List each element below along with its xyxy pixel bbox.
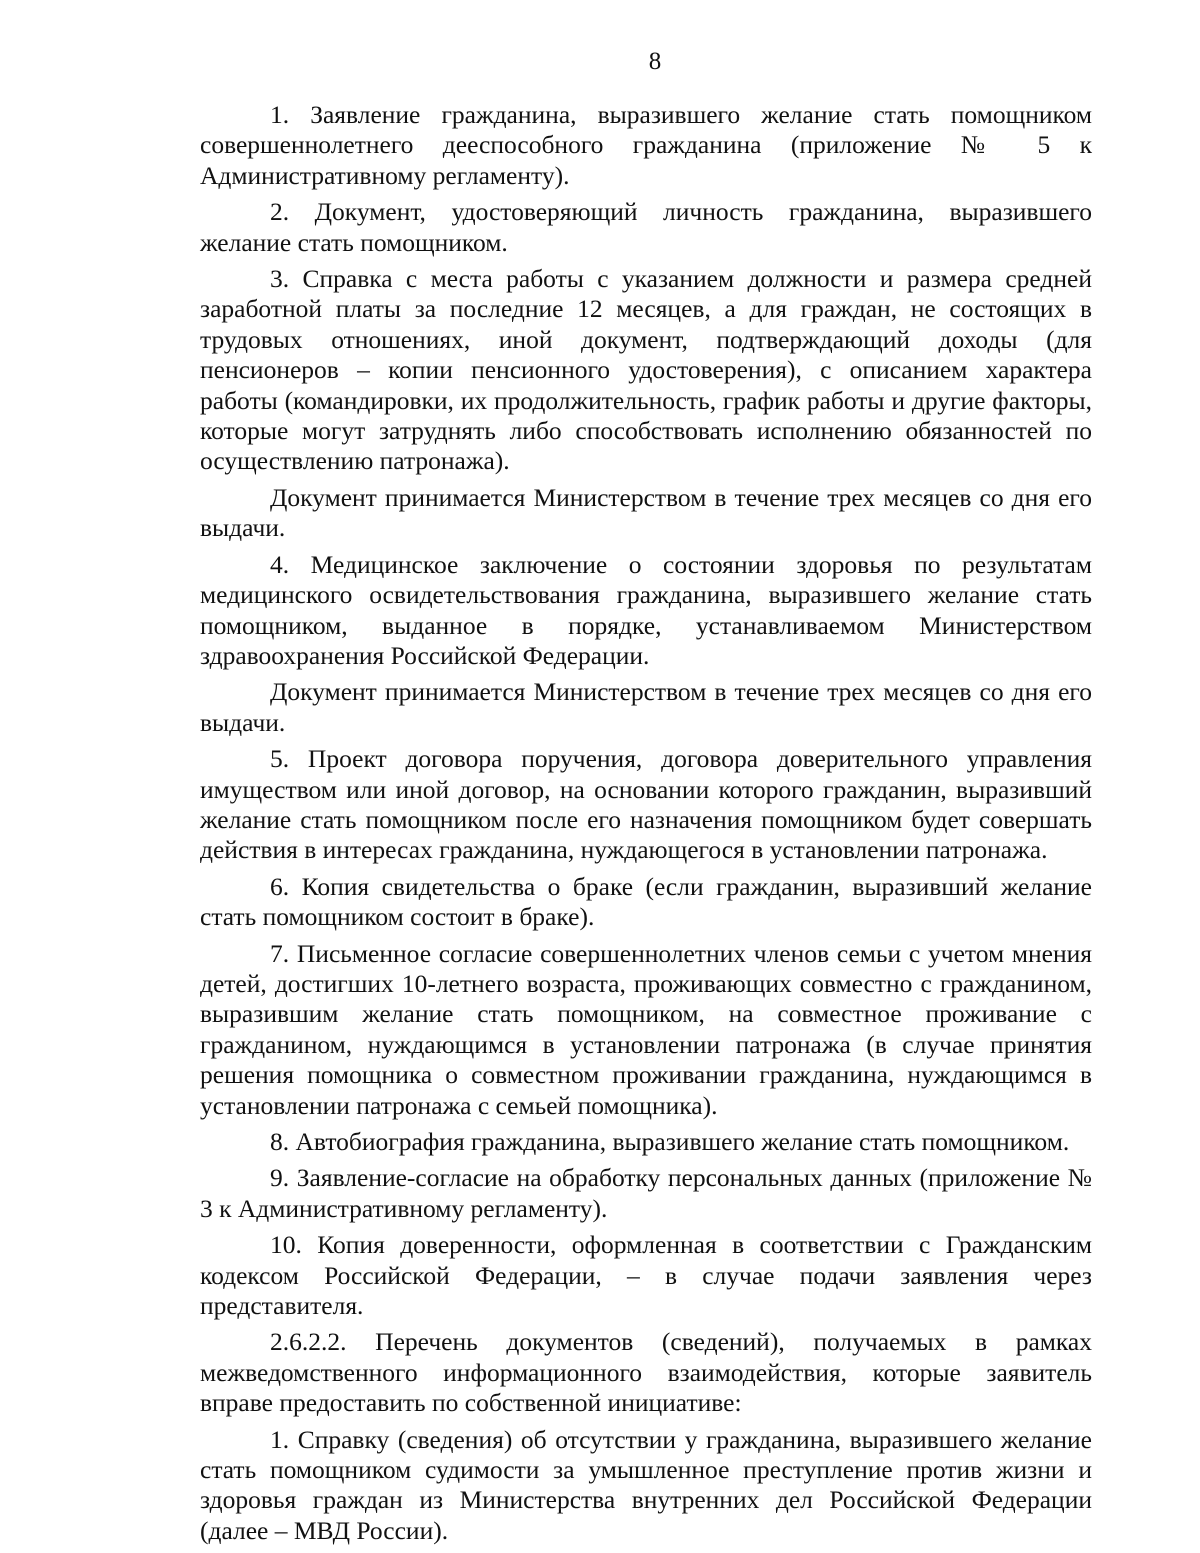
paragraph-note-validity-4: Документ принимается Министерством в течение трех месяцев со дня его выдачи. <box>200 677 1092 737</box>
paragraph-item-7-family-consent: 7. Письменное согласие совершеннолетних членов семьи с учетом мнения детей, достигших 10-летнего возраста, проживающих совместно с гражданином, выразившим желание стать помощником, на совместное проживание с гражданином, нуждающимся в установлении патронажа (в случае принятия решения помощника о совместном проживании гражданина, нуждающимся в установлении патронажа с семьей помощника). <box>200 938 1092 1120</box>
document-body <box>200 100 1092 1546</box>
paragraph-item-9-data-consent: 9. Заявление-согласие на обработку персональных данных (приложение № 3 к Административному регламенту). <box>200 1163 1092 1223</box>
paragraph-item-8-autobiography: 8. Автобиография гражданина, выразившего желание стать помощником. <box>270 1127 1070 1156</box>
page-number: 8 <box>648 48 662 75</box>
paragraph-item-5-contract-draft: 5. Проект договора поручения, договора доверительного управления имуществом или иной договор, на основании которого гражданин, выразивший желание стать помощником после его назначения помощником будет совершать действия в интересах гражданина, нуждающегося в установлении патронажа. <box>200 744 1092 865</box>
paragraph-item-1-application: 1. Заявление гражданина, выразившего желание стать помощником совершеннолетнего дееспособного гражданина (приложение № 5 к Административному регламенту). <box>200 100 1092 190</box>
paragraph-item-6-marriage-certificate: 6. Копия свидетельства о браке (если гражданин, выразивший желание стать помощником состоит в браке). <box>200 871 1092 932</box>
paragraph-item-4-medical-report: 4. Медицинское заключение о состоянии здоровья по результатам медицинского освидетельствования гражданина, выразившего желание стать помощником, выданное в порядке, устанавливаемом Министерством здравоохранения Российской Федерации. <box>200 549 1092 670</box>
paragraph-note-validity-3: Документ принимается Министерством в течение трех месяцев со дня его выдачи. <box>200 482 1092 543</box>
paragraph-item-1-criminal-record-certificate: 1. Справку (сведения) об отсутствии у гражданина, выразившего желание стать помощником судимости за умышленное преступление против жизни и здоровья граждан из Министерства внутренних дел Российской Федерации (далее – МВД России). <box>200 1424 1092 1545</box>
paragraph-item-10-power-of-attorney: 10. Копия доверенности, оформленная в соответствии с Гражданским кодексом Российской Федерации, – в случае подачи заявления через представителя. <box>200 1230 1092 1321</box>
paragraph-item-3-employment-certificate: 3. Справка с места работы с указанием должности и размера средней заработной платы за последние 12 месяцев, а для граждан, не состоящих в трудовых отношениях, иной документ, подтверждающий доходы (для пенсионеров – копии пенсионного удостоверения), с описанием характера работы (командировки, их продолжительность, график работы и другие факторы, которые могут затруднять либо способствовать исполнению обязанностей по осуществлению патронажа). <box>200 264 1092 476</box>
paragraph-item-2-identity-document: 2. Документ, удостоверяющий личность гражданина, выразившего желание стать помощником. <box>200 197 1092 257</box>
paragraph-section-2-6-2-2: 2.6.2.2. Перечень документов (сведений), получаемых в рамках межведомственного информационного взаимодействия, которые заявитель вправе предоставить по собственной инициативе: <box>200 1327 1092 1418</box>
